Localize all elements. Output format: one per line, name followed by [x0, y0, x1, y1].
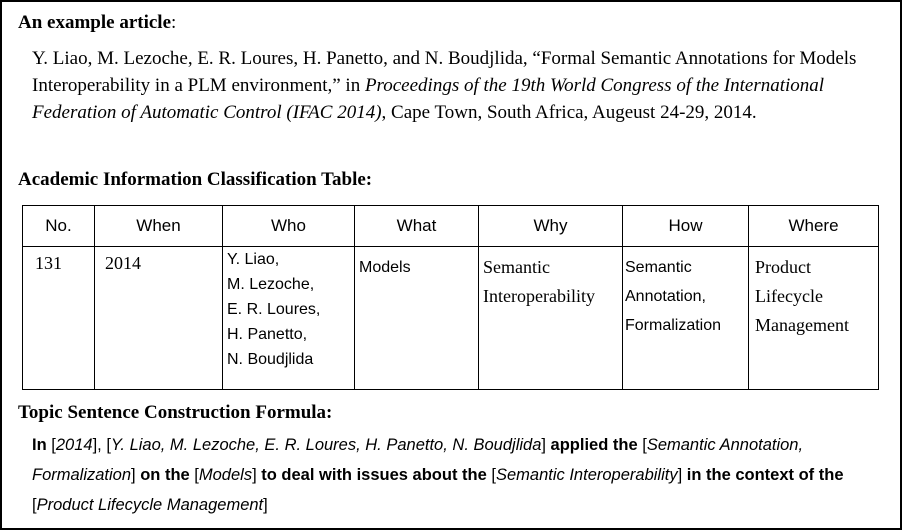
formula-slot-value: Y. Liao, M. Lezoche, E. R. Loures, H. Panetto, N. Boudjlida [110, 436, 542, 454]
formula-slot-value: Semantic Interoperability [495, 466, 678, 484]
table-row [23, 247, 879, 390]
header-what: What [355, 206, 479, 247]
cell-who [223, 247, 355, 390]
header-how: How [623, 206, 749, 247]
header-where: Where [749, 206, 879, 247]
who-line: E. R. Loures, [227, 301, 321, 318]
how-line: Semantic [625, 259, 692, 276]
formula-bracket: [ [491, 466, 496, 484]
where-line: Product [755, 257, 811, 277]
citation [32, 45, 872, 126]
header-why: Why [479, 206, 623, 247]
formula-keyword: to deal with issues about the [261, 466, 492, 484]
formula-slot-value: Product Lifecycle Management [36, 496, 264, 514]
classification-table [22, 205, 879, 390]
table-heading: Academic Information Classification Table: [18, 169, 373, 190]
why-line: Interoperability [483, 286, 595, 306]
header-no: No. [23, 206, 95, 247]
formula-slot-value: 2014 [55, 436, 93, 454]
formula-keyword: on the [140, 466, 195, 484]
article-heading-colon: : [171, 12, 177, 33]
cell-when: 2014 [95, 247, 223, 390]
formula-keyword: applied the [550, 436, 643, 454]
topic-sentence-formula [32, 430, 882, 520]
formula-bracket: ] [252, 466, 262, 484]
formula-bracket: [ [642, 436, 647, 454]
who-line: Y. Liao, [227, 251, 280, 268]
who-line: M. Lezoche, [227, 276, 315, 293]
formula-bracket: ] [677, 466, 687, 484]
formula-slot-value: Models [198, 466, 253, 484]
where-line: Management [755, 315, 849, 335]
formula-bracket: [ [194, 466, 199, 484]
why-line: Semantic [483, 257, 550, 277]
cell-where [749, 247, 879, 390]
cell-how [623, 247, 749, 390]
formula-heading: Topic Sentence Construction Formula: [18, 402, 333, 423]
article-heading-text: An example article [18, 12, 172, 33]
formula-bracket: ] [131, 466, 141, 484]
citation-venue: Proceedings of the 19th World Congress of the International Federation of Automatic Control (IFAC 2014) [32, 75, 825, 123]
cell-what: Models [355, 247, 479, 390]
formula-bracket: ] [541, 436, 551, 454]
how-line: Formalization [625, 317, 722, 334]
formula-keyword: in the context of the [686, 466, 844, 484]
where-line: Lifecycle [755, 286, 823, 306]
formula-bracket: [ [51, 436, 56, 454]
formula-keyword: In [32, 436, 52, 454]
header-who: Who [223, 206, 355, 247]
how-line: Annotation, [625, 288, 706, 305]
table-header-row [23, 206, 879, 247]
article-heading [18, 12, 176, 34]
cell-no: 131 [23, 247, 95, 390]
formula-bracket: [ [32, 496, 37, 514]
formula-bracket: ] [263, 496, 268, 514]
cell-why [479, 247, 623, 390]
formula-bracket: ], [ [92, 436, 111, 454]
who-line: N. Boudjlida [227, 351, 314, 368]
who-line: H. Panetto, [227, 326, 308, 343]
citation-location-date: , Cape Town, South Africa, Augeust 24-29, 2014. [381, 102, 757, 123]
citation-authors-title: Y. Liao, M. Lezoche, E. R. Loures, H. Panetto, and N. Boudjlida, “Formal Semantic Annotations for Models Interoperability in a PLM environment,” in [32, 48, 857, 96]
formula-slot-value: Semantic Annotation, Formalization [32, 436, 804, 484]
header-when: When [95, 206, 223, 247]
